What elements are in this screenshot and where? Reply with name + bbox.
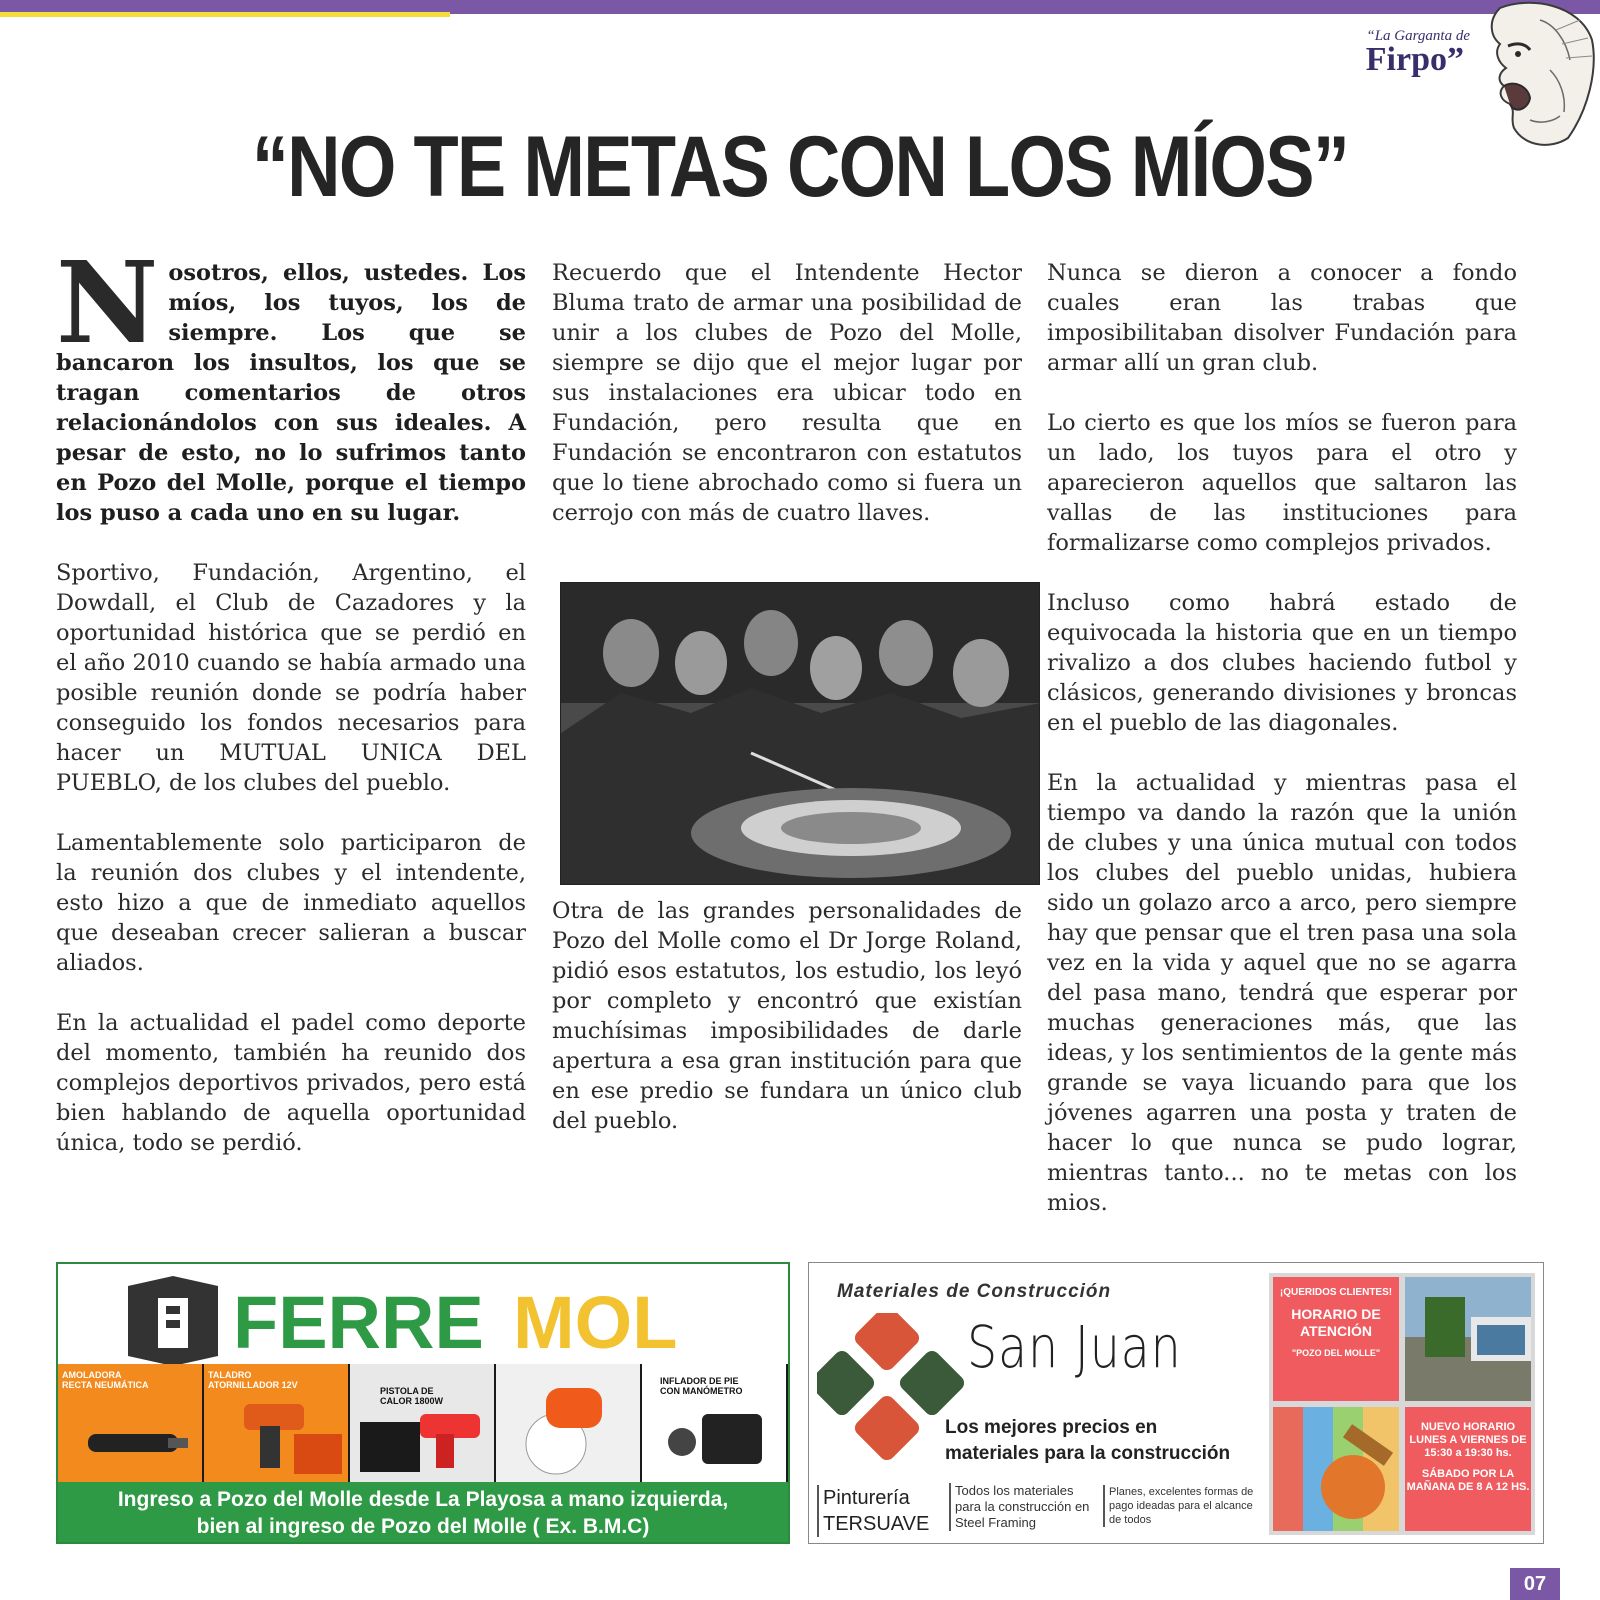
ferremol-brand-part1: FERRE xyxy=(233,1281,484,1364)
historic-photo-image xyxy=(561,583,1040,885)
historic-photo xyxy=(560,582,1040,885)
product-strip xyxy=(58,1364,788,1482)
ferremol-brand-part2: MOL xyxy=(513,1281,678,1364)
product-card[interactable]: AMOLADORA RECTA NEUMÁTICA xyxy=(58,1364,202,1482)
paragraph: Sportivo, Fundación, Argentino, el Dowdall, el Club de Cazadores y la oportunidad histórica que se perdió en el año 2010 cuando se había armado una posible reunión donde se podría haber conseguido los fondos necesarios para hacer un MUTUAL UNICA DEL PUEBLO, de los clubes del pueblo. xyxy=(56,560,526,796)
masthead xyxy=(1330,28,1470,78)
article-column-1 xyxy=(56,238,526,1188)
paragraph: Recuerdo que el Intendente Hector Bluma trato de armar una posibilidad de unir a los clubes de Pozo del Molle, siempre se dijo que el mejor lugar por sus instalaciones era ubicar todo en Fundación, pero resulta que en Fundación se encontraron con estatutos que lo tiene abrochado como si fuera un cerrojo con más de cuatro llaves. xyxy=(552,260,1022,526)
paragraph: Incluso como habrá estado de equivocada la historia que en un tiempo rivalizo a dos clubes haciendo futbol y clásicos, generando divisiones y broncas en el pueblo de las diagonales. xyxy=(1047,590,1517,736)
lead-text: osotros, ellos, ustedes. Los míos, los tuyos, los de siempre. Los que se bancaron los insultos, los que se tragan comentarios de otros relacionándolos con sus ideales. A pesar de esto, no lo sufrimos tanto en Pozo del Molle, porque el tiempo los puso a cada uno en su lugar. xyxy=(56,260,526,526)
paint-brush-image xyxy=(1273,1407,1399,1531)
lead-paragraph xyxy=(56,238,526,528)
paragraph: Lo cierto es que los míos se fueron para un lado, los tuyos para el otro y aparecieron aquellos que saltaron las vallas de las instituciones para formalizarse como complejos privados. xyxy=(1047,410,1517,556)
product-card[interactable]: INFLADOR DE PIE CON MANÓMETRO xyxy=(642,1364,786,1482)
shouting-face-illustration xyxy=(1470,0,1600,150)
masthead-line2: Firpo” xyxy=(1365,41,1464,78)
storefront-image xyxy=(1405,1277,1531,1401)
sanjuan-paint-shop: Pinturería TERSUAVE xyxy=(817,1485,943,1537)
paragraph: En la actualidad y mientras pasa el tiempo va dando la razón que la unión de clubes y una única mutual con todos los clubes del pueblo unidas, hubiera sido un golazo arco a arco, pero siempre hay que pensar que el tren pasa una sola vez en la vida y aquel que no se agarra del pasa mano, tendrá que esperar por muchas generaciones más, que las ideas, y los sentimientos de la gente más grande se vaya licuando para que los jóvenes agarren una posta y traten de hacer lo que nunca se pudo lograr, mientras tanto... no te metas con los mios. xyxy=(1047,770,1517,1216)
hours-detail-cell: NUEVO HORARIO LUNES A VIERNES DE 15:30 a 19:30 hs. SÁBADO POR LA MAÑANA DE 8 A 12 HS. xyxy=(1405,1407,1531,1531)
sanjuan-steel-framing: Todos los materiales para la construcción en Steel Framing xyxy=(949,1483,1097,1531)
sanjuan-payment-plans: Planes, excelentes formas de pago ideadas para el alcance de todos xyxy=(1103,1485,1259,1527)
paragraph: Lamentablemente solo participaron de la reunión dos clubes y el intendente, esto hizo a que de inmediato aquellos que deseaban crecer salieran a buscar aliados. xyxy=(56,830,526,976)
sanjuan-title: Materiales de Construcción xyxy=(837,1281,1112,1302)
heat-gun-icon xyxy=(350,1364,494,1482)
sanjuan-info-grid xyxy=(1269,1273,1535,1535)
product-card[interactable]: PISTOLA DE CALOR 1800W xyxy=(350,1364,494,1482)
headline: “NO TE METAS CON LOS MÍOS” xyxy=(251,119,1349,215)
paragraph: Otra de las grandes personalidades de Pozo del Molle como el Dr Jorge Roland, pidió esos estatutos, los estudio, los leyó por completo y encontró que existían muchísimas imposibilidades de darle apertura a esa gran institución para que en ese predio se fundara un único club del pueblo. xyxy=(552,898,1022,1134)
ferremol-logo xyxy=(118,1276,738,1366)
masthead-line1: “La Garganta de xyxy=(1366,28,1470,44)
storefront-photo xyxy=(1405,1277,1531,1401)
paragraph: En la actualidad el padel como deporte del momento, también ha reunido dos complejos deportivos privados, pero está bien hablando de aquella oportunidad única, todo se perdió. xyxy=(56,1010,526,1156)
product-card[interactable]: TALADRO ATORNILLADOR 12V xyxy=(204,1364,348,1482)
drop-cap: N xyxy=(56,238,159,369)
polisher-icon xyxy=(496,1364,640,1482)
ferremol-location: Ingreso a Pozo del Molle desde La Playosa a mano izquierda, bien al ingreso de Pozo del Molle ( Ex. B.M.C) xyxy=(58,1482,788,1542)
paragraph: Nunca se dieron a conocer a fondo cuales eran las trabas que imposibilitaban disolver Fundación para armar allí un gran club. xyxy=(1047,260,1517,376)
article-column-3 xyxy=(1047,258,1517,1248)
sanjuan-name: San Juan xyxy=(967,1313,1182,1381)
sanjuan-slogan: Los mejores precios en materiales para la construcción xyxy=(945,1417,1231,1464)
ferremol-ad[interactable] xyxy=(56,1262,790,1544)
article-column-2 xyxy=(552,258,1022,558)
paint-photo xyxy=(1273,1407,1399,1531)
hours-header-cell: ¡QUERIDOS CLIENTES! HORARIO DE ATENCIÓN "POZO DEL MOLLE" xyxy=(1273,1277,1399,1401)
top-bar-accent xyxy=(0,12,450,17)
article-column-2-lower xyxy=(552,896,1022,1166)
product-card[interactable] xyxy=(496,1364,640,1482)
page-number: 07 xyxy=(1510,1568,1560,1600)
sanjuan-ad[interactable] xyxy=(808,1262,1544,1544)
